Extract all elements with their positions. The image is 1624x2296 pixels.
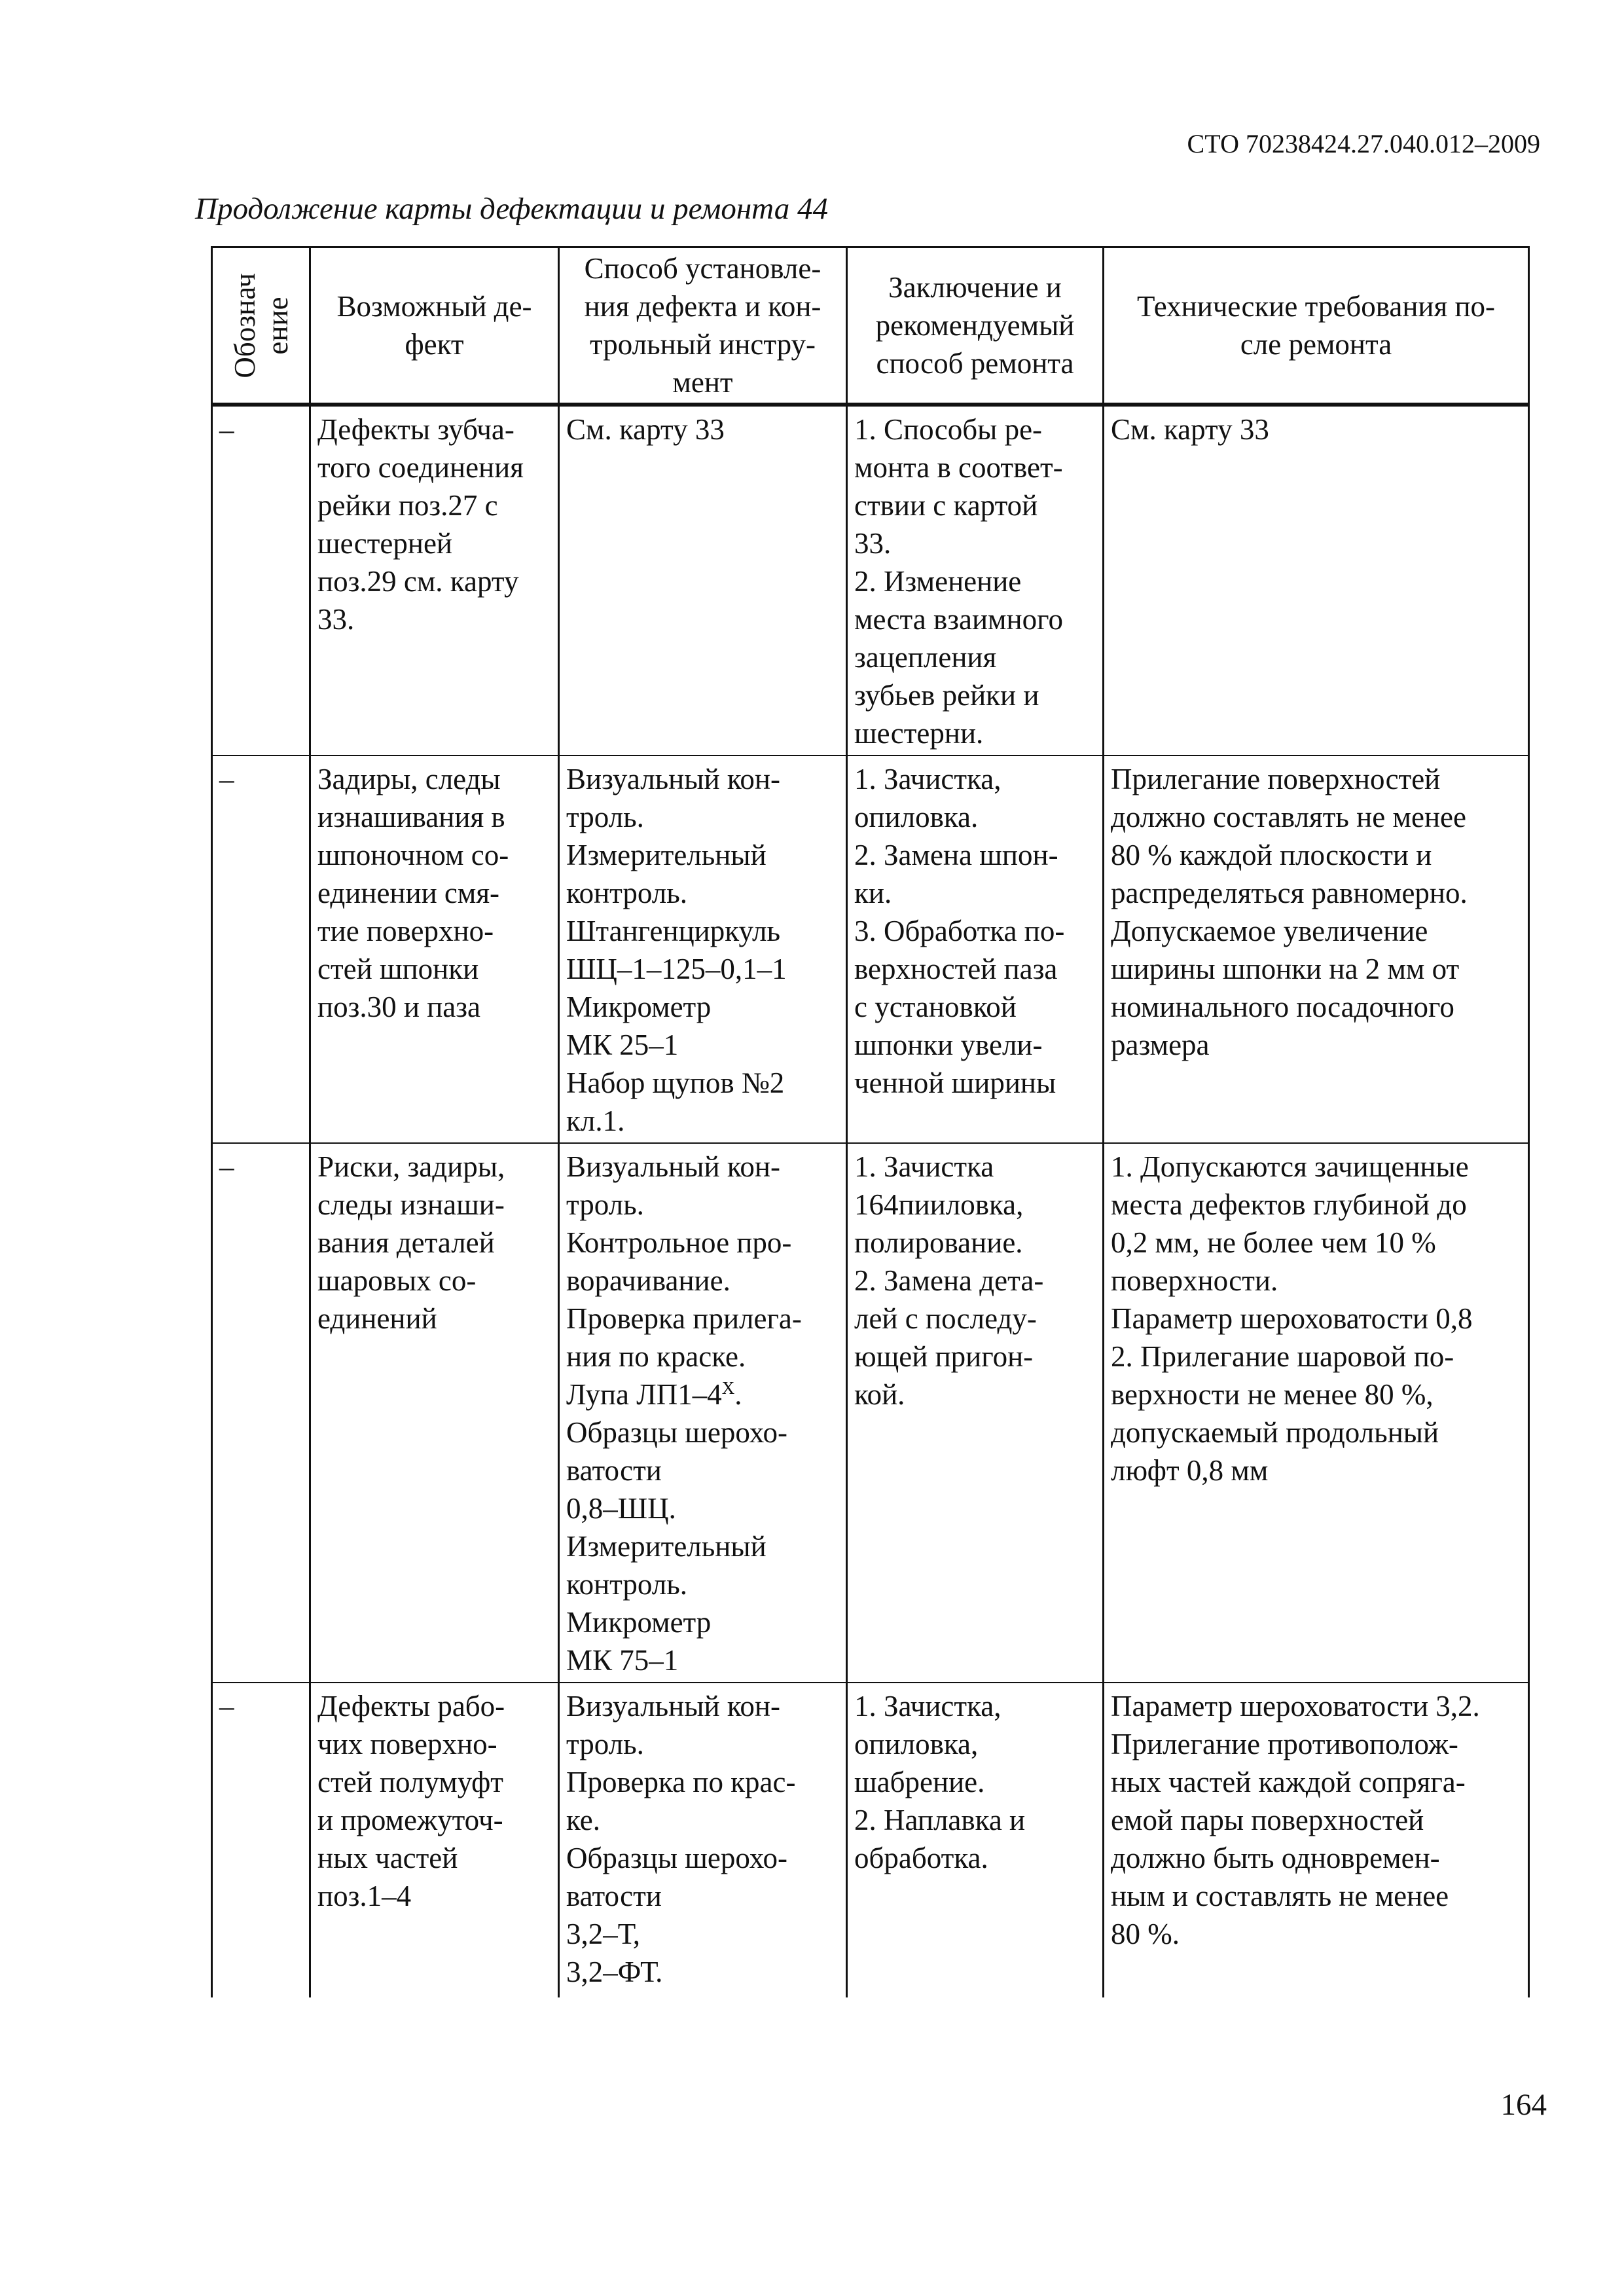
cell-requirements: 1. Допускаются зачищенные места дефектов глубиной до 0,2 мм, не более чем 10 % поверхности. Параметр шероховатости 0,8 2. Прилегание шаровой по- верхности не менее 80 %, допускаемый продольный люфт 0,8 мм — [1104, 1143, 1529, 1683]
magnification-superscript: Х — [721, 1378, 735, 1398]
cell-defect: Риски, задиры, следы изнаши- вания деталей шаровых со- единений — [310, 1143, 559, 1683]
table-header-row — [212, 247, 1529, 405]
cell-method — [559, 1143, 847, 1683]
column-header-requirements: Технические требования по- сле ремонта — [1104, 247, 1529, 405]
cell-method: Визуальный кон- троль. Проверка по крас- ке. Образцы шерохо- ватости 3,2–Т, 3,2–ФТ. — [559, 1683, 847, 1997]
page-number: 164 — [1500, 2088, 1547, 2122]
document-code: СТО 70238424.27.040.012–2009 — [1187, 129, 1540, 158]
cell-defect: Дефекты зубча- того соединения рейки поз.27 с шестерней поз.29 см. карту 33. — [310, 405, 559, 756]
column-header-conclusion: Заключение и рекомендуемый способ ремонта — [847, 247, 1104, 405]
table-row — [212, 405, 1529, 756]
cell-mark: – — [212, 1143, 310, 1683]
cell-method-part-2: . Образцы шерохо- ватости 0,8–ШЦ. Измерительный контроль. Микрометр МК 75–1 — [566, 1378, 787, 1677]
table-row — [212, 756, 1529, 1143]
cell-mark: – — [212, 405, 310, 756]
table-row — [212, 1683, 1529, 1997]
column-header-method: Способ установле- ния дефекта и кон- трольный инстру- мент — [559, 247, 847, 405]
cell-mark: – — [212, 1683, 310, 1997]
defect-repair-table — [211, 246, 1530, 1997]
cell-defect: Дефекты рабо- чих поверхно- стей полумуфт и промежуточ- ных частей поз.1–4 — [310, 1683, 559, 1997]
cell-requirements: Параметр шероховатости 3,2. Прилегание противополож- ных частей каждой сопряга- емой пары поверхностей должно быть одновремен- ным и составлять не менее 80 %. — [1104, 1683, 1529, 1997]
cell-conclusion: 1. Зачистка, опиловка, шабрение. 2. Наплавка и обработка. — [847, 1683, 1104, 1997]
cell-requirements: См. карту 33 — [1104, 405, 1529, 756]
cell-conclusion: 1. Зачистка 164пииловка, полирование. 2. Замена дета- лей с последу- ющей пригон- кой. — [847, 1143, 1104, 1683]
cell-mark: – — [212, 756, 310, 1143]
table-caption: Продолжение карты дефектации и ремонта 44 — [195, 192, 828, 226]
table-row — [212, 1143, 1529, 1683]
cell-requirements: Прилегание поверхностей должно составлять не менее 80 % каждой плоскости и распределяться равномерно. Допускаемое увеличение ширины шпонки на 2 мм от номинального посадочного размера — [1104, 756, 1529, 1143]
cell-conclusion: 1. Зачистка, опиловка. 2. Замена шпон- ки. 3. Обработка по- верхностей паза с установкой шпонки увели- ченной ширины — [847, 756, 1104, 1143]
cell-defect: Задиры, следы изнашивания в шпоночном со- единении смя- тие поверхно- стей шпонки поз.30 и паза — [310, 756, 559, 1143]
cell-method: Визуальный кон- троль. Измерительный контроль. Штангенциркуль ШЦ–1–125–0,1–1 Микрометр МК 25–1 Набор щупов №2 кл.1. — [559, 756, 847, 1143]
cell-conclusion: 1. Способы ре- монта в соответ- ствии с картой 33. 2. Изменение места взаимного зацепления зубьев рейки и шестерни. — [847, 405, 1104, 756]
cell-method-part-1: Визуальный кон- троль. Контрольное про- ворачивание. Проверка прилега- ния по краске. Лупа ЛП1–4 — [566, 1150, 802, 1411]
column-header-defect: Возможный де- фект — [310, 247, 559, 405]
cell-method: См. карту 33 — [559, 405, 847, 756]
column-header-mark: Обознач ение — [212, 247, 310, 405]
